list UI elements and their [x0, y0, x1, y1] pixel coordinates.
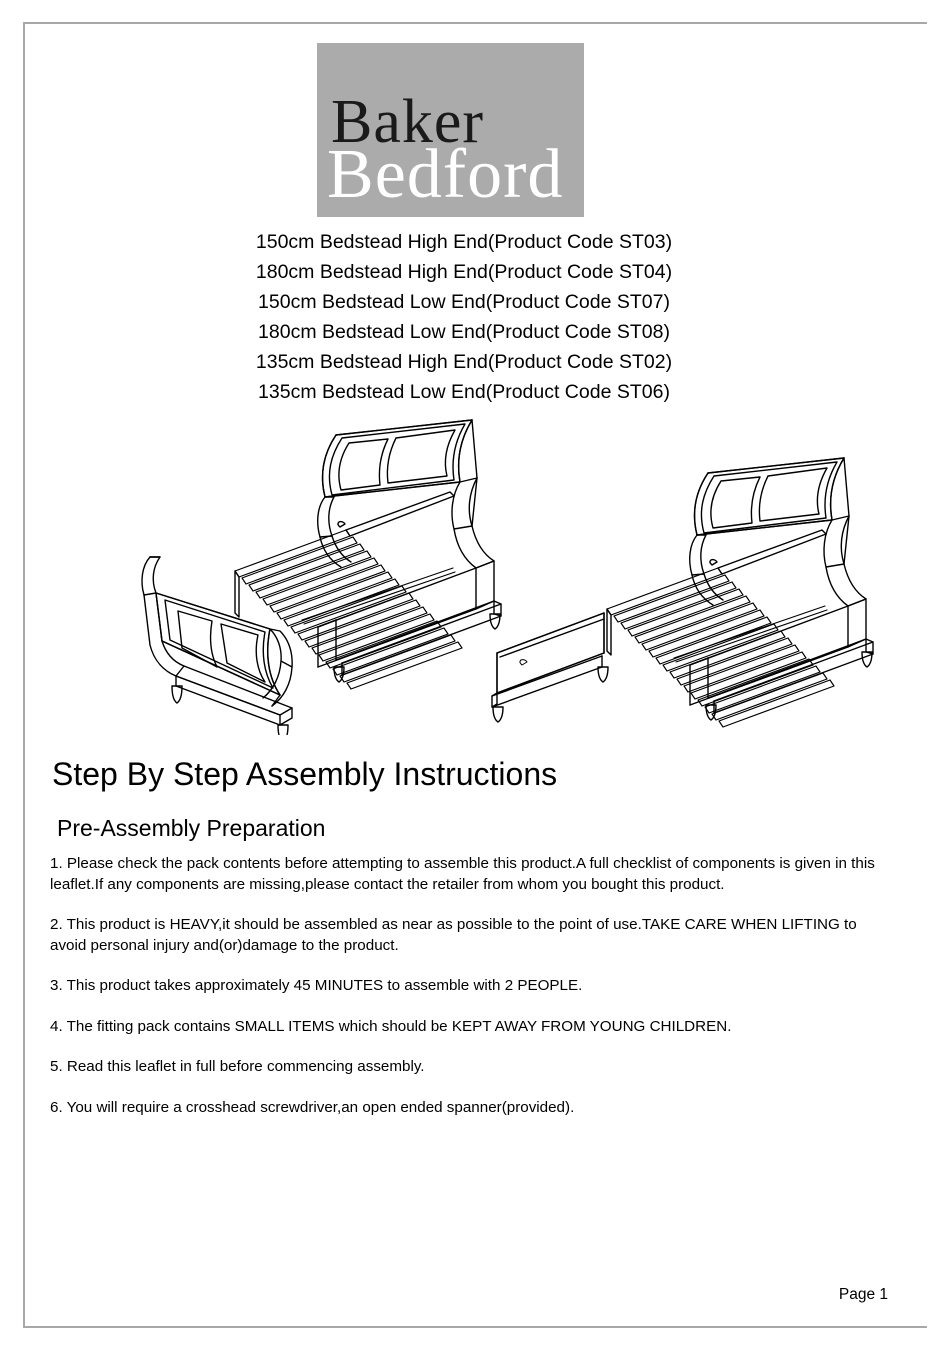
instruction-paragraph: 1. Please check the pack contents before attempting to assemble this product.A full checklist of components is given in this leaflet.If any components are missing,please contact the retailer from whom you bought this product.: [50, 855, 875, 893]
page-number-footer: Page 1: [838, 1286, 888, 1303]
product-code-list: [24, 227, 904, 407]
sleigh-bed-low-end-diagram: [492, 458, 873, 727]
product-list-item: 180cm Bedstead High End(Product Code ST04): [255, 261, 673, 283]
brand-logo: [317, 43, 584, 217]
bed-illustration: [120, 405, 890, 735]
instruction-paragraph: 4. The fitting pack contains SMALL ITEMS which should be KEPT AWAY FROM YOUNG CHILDREN.: [50, 1017, 732, 1035]
product-list-item: 150cm Bedstead High End(Product Code ST03): [255, 231, 673, 253]
instructions-body: [50, 854, 883, 1118]
instruction-paragraph: 2. This product is HEAVY,it should be assembled as near as possible to the point of use.TAKE CARE WHEN LIFTING to avoid personal injury and(or)damage to the product.: [50, 916, 857, 954]
sleigh-bed-high-end-diagram: [142, 420, 501, 735]
brand-name-bedford: Bedford: [327, 136, 564, 213]
product-list-item: 135cm Bedstead High End(Product Code ST02): [255, 351, 673, 373]
brand-name-baker: Baker: [331, 88, 485, 156]
product-list-item: 180cm Bedstead Low End(Product Code ST08): [258, 321, 670, 343]
product-list-item: 135cm Bedstead Low End(Product Code ST06): [258, 381, 670, 403]
page-title: Step By Step Assembly Instructions: [52, 756, 558, 792]
instruction-paragraph: 3. This product takes approximately 45 MINUTES to assemble with 2 PEOPLE.: [50, 977, 583, 994]
product-list-item: 150cm Bedstead Low End(Product Code ST07): [258, 291, 670, 313]
instruction-paragraph: 5. Read this leaflet in full before commencing assembly.: [50, 1058, 425, 1075]
section-heading: Pre-Assembly Preparation: [57, 815, 326, 841]
instruction-paragraph: 6. You will require a crosshead screwdriver,an open ended spanner(provided).: [50, 1098, 575, 1116]
